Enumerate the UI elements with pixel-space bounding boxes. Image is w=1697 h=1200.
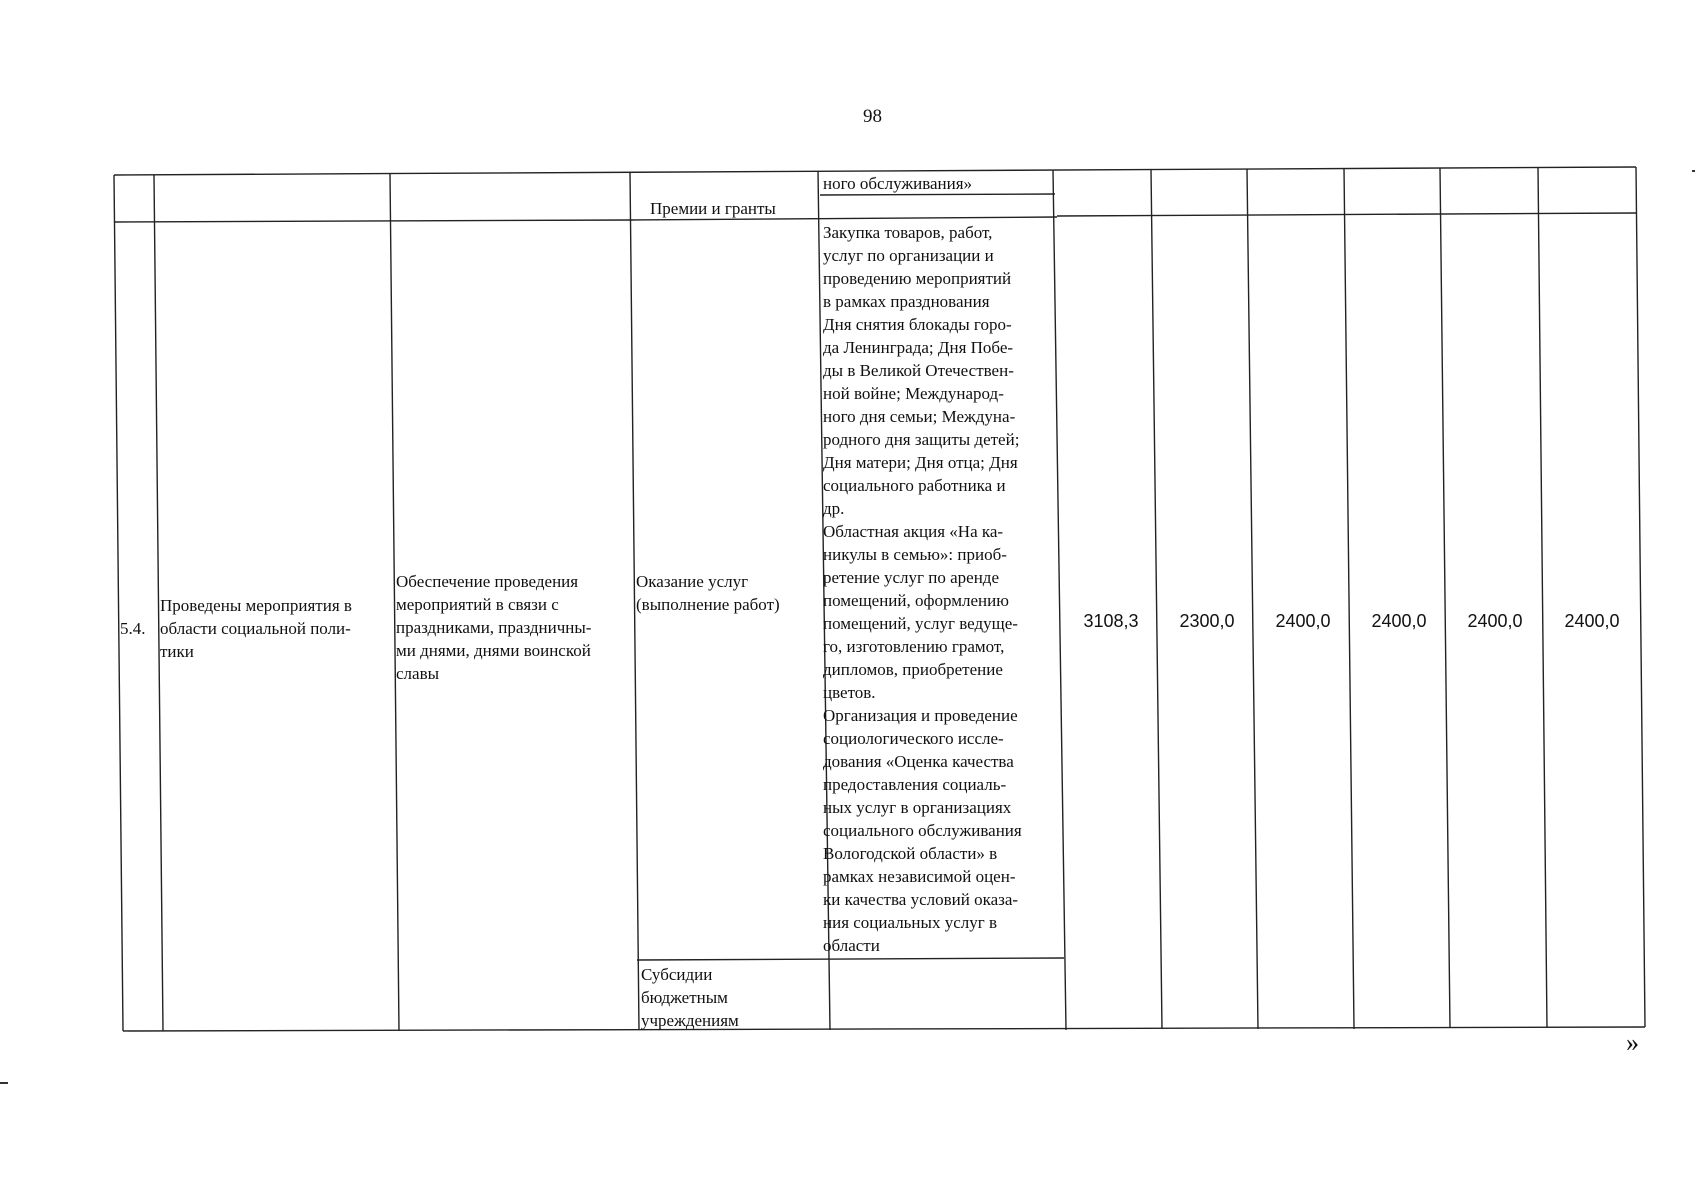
result-cell: Проведены мероприятия в области социальной поли- тики <box>160 596 352 661</box>
value-cell: 2400,0 <box>1371 611 1427 631</box>
expense-type-cell: Оказание услуг (выполнение работ) <box>636 572 780 614</box>
closing-quote: » <box>1626 1028 1639 1057</box>
row-number: 5.4. <box>120 619 146 638</box>
scan-edge-mark <box>1692 170 1695 172</box>
subsidies-label: Субсидии бюджетным учреждениям <box>641 965 739 1030</box>
value-cell: 2400,0 <box>1467 611 1523 631</box>
event-cell: Обеспечение проведения мероприятий в связи с праздниками, праздничны- ми днями, днями воинской славы <box>396 572 592 683</box>
value-cell: 3108,3 <box>1083 611 1139 631</box>
value-cell: 2400,0 <box>1275 611 1331 631</box>
carry-over-text: ного обслуживания» <box>823 174 973 193</box>
value-cell: 2300,0 <box>1179 611 1235 631</box>
description-cell: Закупка товаров, работ, услуг по организации и проведению мероприятий в рамках празднования Дня снятия блокады горо- да Ленинграда; Дня Побе- ды в Великой Отечествен- ной войне; Международ- ного дня семьи; Междуна- родного дня защиты детей; Дня матери; Дня отца; Дня социального работника и др. Областная акция «На ка- никулы в семью»: приоб- ретение услуг по аренде помещений, оформлению помещений, услуг ведуще- го, изготовлению грамот, дипломов, приобретение цветов. Организация и проведение социологического иссле- дования «Оценка качества предоставления социаль- ных услуг в организациях социального обслуживания Вологодской области» в рамках независимой оцен- ки качества условий оказа- ния социальных услуг в области <box>823 223 1022 955</box>
value-cell: 2400,0 <box>1564 611 1620 631</box>
premii-label: Премии и гранты <box>650 199 776 218</box>
scan-edge-mark <box>0 1082 8 1084</box>
page-number: 98 <box>863 106 882 127</box>
